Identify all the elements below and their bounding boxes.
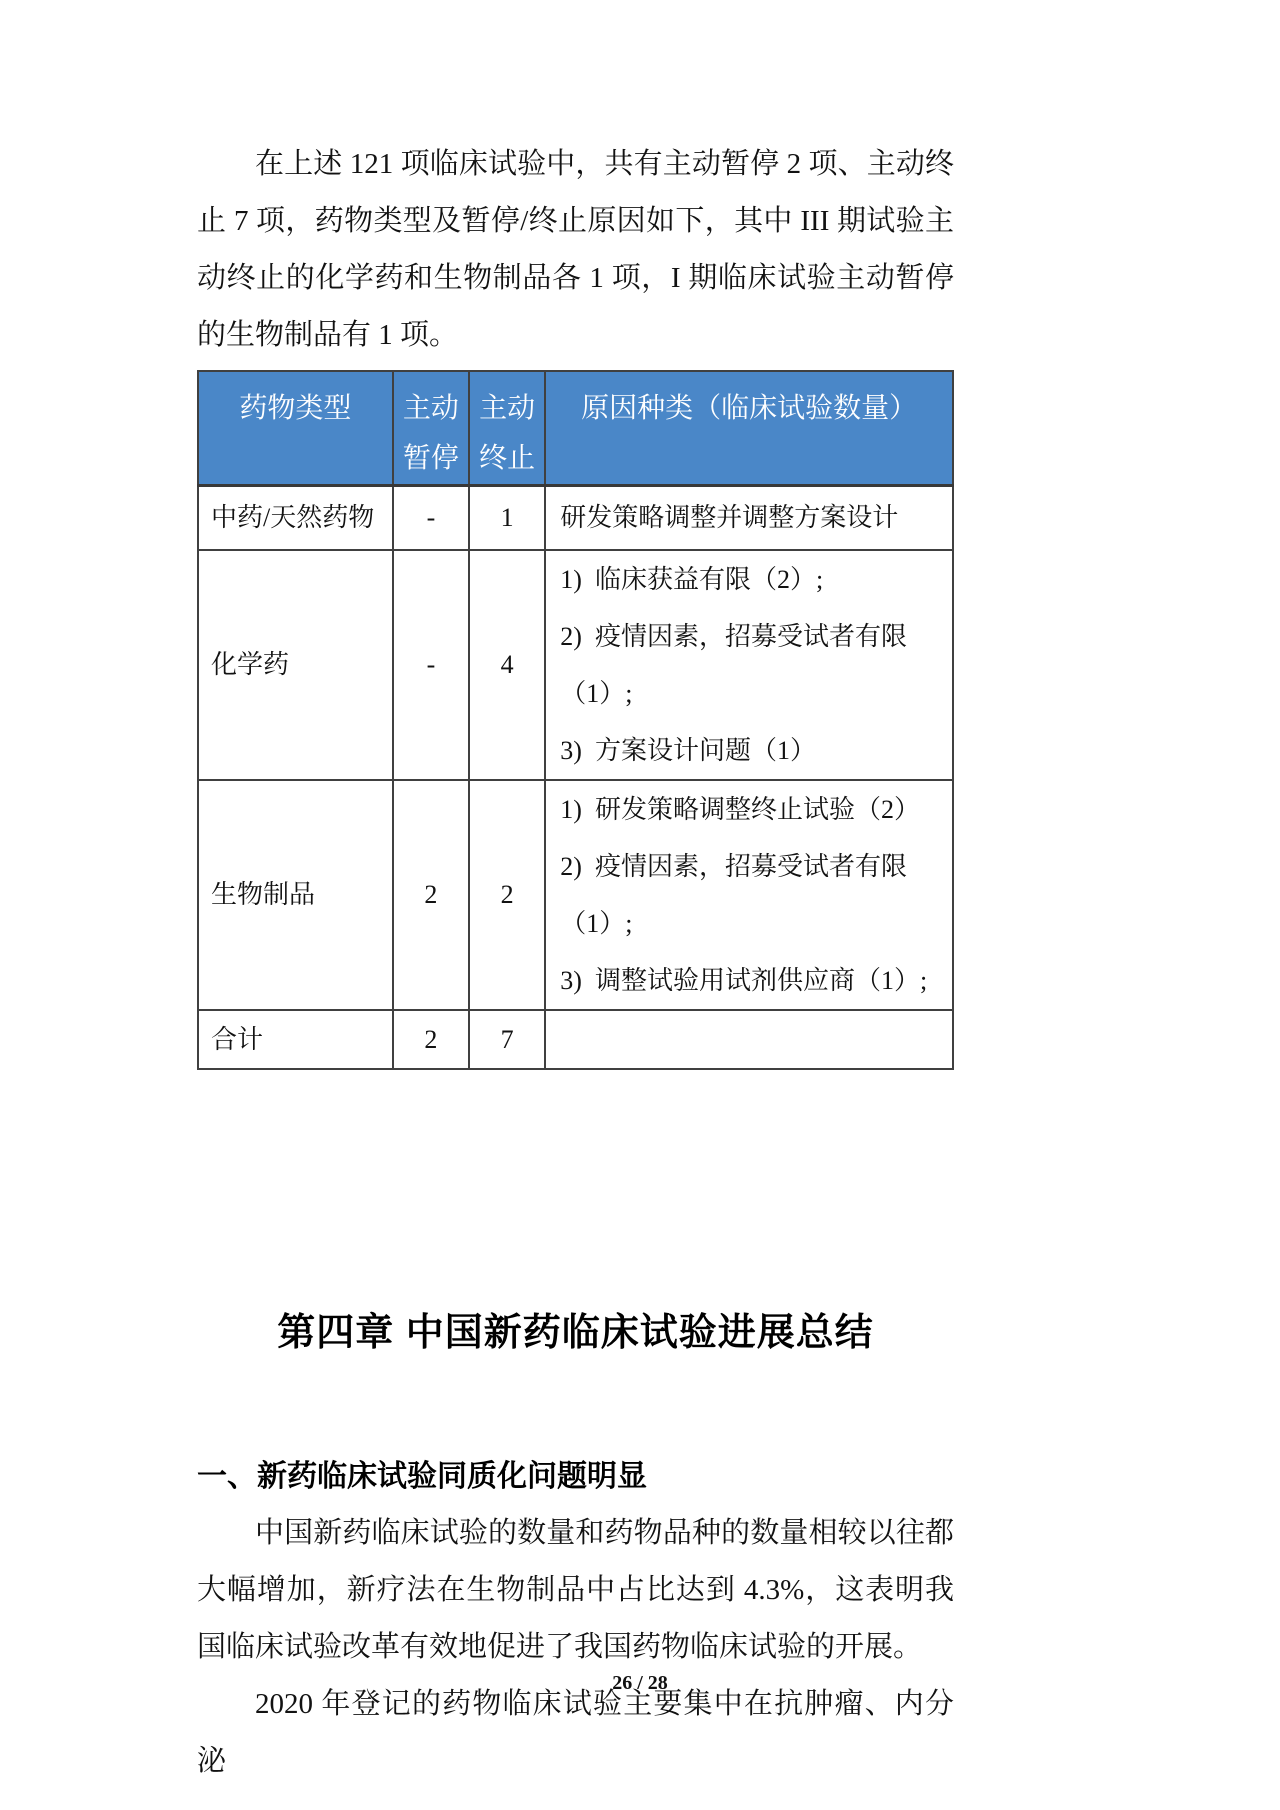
drug-termination-table	[197, 370, 954, 1070]
header-drug-type: 药物类型	[198, 371, 393, 486]
reason-line: 1) 临床获益有限（2）;	[560, 564, 824, 594]
header-paused: 主动 暂停	[393, 371, 469, 486]
header-terminated: 主动 终止	[469, 371, 545, 486]
table-header-row	[198, 371, 953, 486]
table-row-tcm: 中药/天然药物 - 1 研发策略调整并调整方案设计	[198, 486, 953, 550]
reason-line: 2) 疫情因素，招募受试者有限（1）;	[560, 851, 907, 938]
chapter-heading: 第四章 中国新药临床试验进展总结	[277, 1311, 874, 1354]
body-paragraph-2: 中国新药临床试验的数量和药物品种的数量相较以往都大幅增加，新疗法在生物制品中占比达到 4.3%，这表明我国临床试验改革有效地促进了我国药物临床试验的开展。	[197, 1516, 954, 1663]
page-content	[197, 136, 954, 1790]
reason-line: 研发策略调整并调整方案设计	[560, 503, 899, 533]
table-row-biologics: 生物制品 2 2 1) 研发策略调整终止试验（2） 2) 疫情因素，招募受试者有限（1）; 3) 调整试验用试剂供应商（1）;	[198, 780, 953, 1010]
reason-line: 1) 研发策略调整终止试验（2）	[560, 794, 920, 824]
page-number: 26 / 28	[612, 1672, 668, 1694]
section-heading: 一、新药临床试验同质化问题明显	[197, 1459, 647, 1493]
table-row-chemical: 化学药 - 4 1) 临床获益有限（2）; 2) 疫情因素，招募受试者有限（1）; 3) 方案设计问题（1）	[198, 550, 953, 780]
table-row-total: 合计 2 7	[198, 1010, 953, 1069]
body-paragraph-3: 2020 年登记的药物临床试验主要集中在抗肿瘤、内分泌	[197, 1687, 954, 1777]
intro-paragraph: 在上述 121 项临床试验中，共有主动暂停 2 项、主动终止 7 项，药物类型及暂停/终止原因如下，其中 III 期试验主动终止的化学药和生物制品各 1 项，I 期临床试验主动暂停的生物制品有 1 项。	[197, 148, 954, 351]
header-reasons: 原因种类（临床试验数量）	[545, 371, 953, 486]
reason-line: 2) 疫情因素，招募受试者有限（1）;	[560, 621, 907, 708]
empty-cell	[545, 1010, 953, 1069]
reason-line: 3) 方案设计问题（1）	[560, 735, 816, 765]
reason-line: 3) 调整试验用试剂供应商（1）;	[560, 965, 928, 995]
